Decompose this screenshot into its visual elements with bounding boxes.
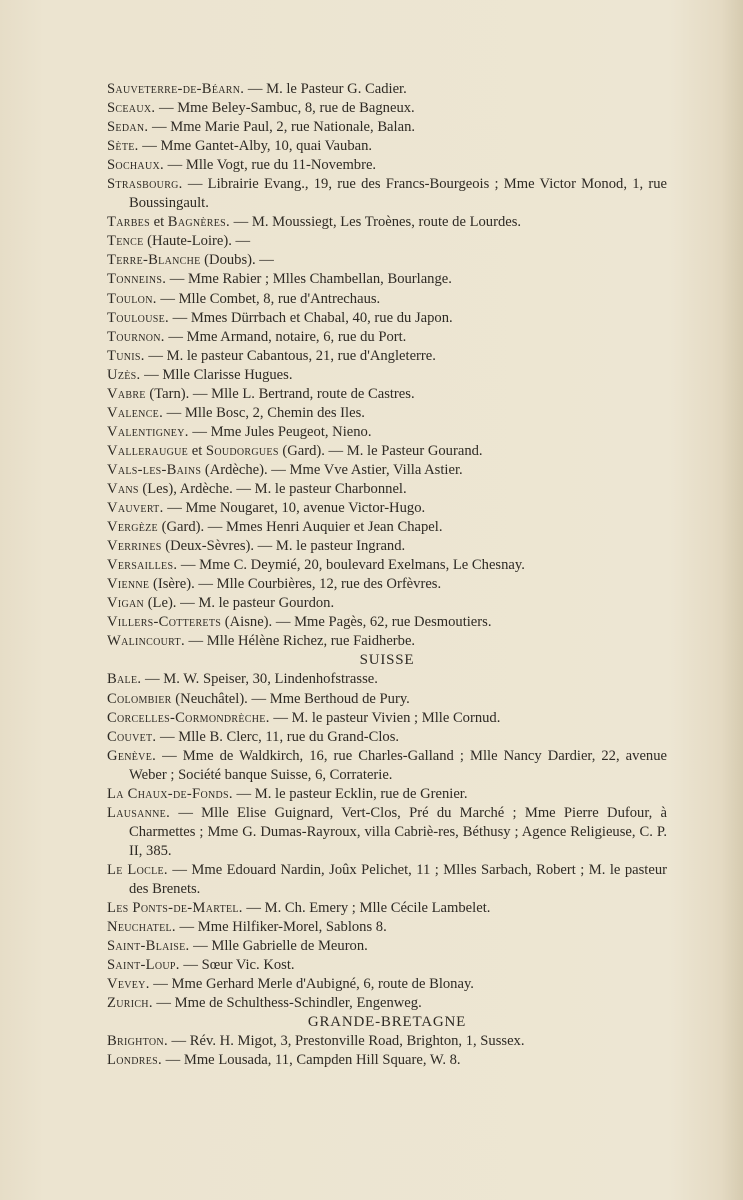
entry-place: La Chaux-de-Fonds. bbox=[107, 785, 233, 802]
directory-entry bbox=[107, 290, 667, 309]
entry-details: — Mme Beley-Sambuc, 8, rue de Bagneux. bbox=[155, 100, 415, 117]
entry-place: Bale. bbox=[107, 671, 142, 688]
directory-entry bbox=[107, 213, 667, 232]
directory-entry bbox=[107, 956, 667, 975]
directory-entry bbox=[107, 442, 667, 461]
entry-details: — Mme Armand, notaire, 6, rue du Port. bbox=[164, 328, 407, 345]
directory-entry bbox=[107, 461, 667, 480]
directory-entry bbox=[107, 137, 667, 156]
entry-place: Sochaux. bbox=[107, 157, 164, 174]
entry-details: — Mme Hilfiker-Morel, Sablons 8. bbox=[175, 919, 387, 936]
entry-place: Valleraugue bbox=[107, 442, 189, 459]
entry-place: Saint-Loup. bbox=[107, 957, 180, 974]
entry-details: — M. le pasteur Vivien ; Mlle Cornud. bbox=[269, 709, 501, 726]
directory-entry bbox=[107, 747, 667, 785]
entry-details: — Mme C. Deymié, 20, boulevard Exelmans, Le Chesnay. bbox=[177, 557, 525, 574]
entry-place: Uzès. bbox=[107, 366, 141, 383]
directory-column bbox=[107, 80, 667, 1070]
directory-entry bbox=[107, 270, 667, 289]
directory-entry bbox=[107, 861, 667, 899]
directory-entry bbox=[107, 423, 667, 442]
entry-details: — Mlle Hélène Richez, rue Faidherbe. bbox=[184, 633, 416, 650]
directory-entry bbox=[107, 518, 667, 537]
entry-place: Versailles. bbox=[107, 557, 178, 574]
entry-details: — Rév. H. Migot, 3, Prestonville Road, Brighton, 1, Sussex. bbox=[167, 1033, 525, 1050]
entry-details: — Mme Marie Paul, 2, rue Nationale, Balan. bbox=[148, 119, 416, 136]
entry-place: Valence. bbox=[107, 404, 164, 421]
entry-place: Valentigney. bbox=[107, 423, 189, 440]
entry-details: — Mme Jules Peugeot, Nieno. bbox=[188, 423, 372, 440]
directory-entry bbox=[107, 690, 667, 709]
entry-details: (Deux-Sèvres). — M. le pasteur Ingrand. bbox=[161, 538, 406, 555]
directory-entry bbox=[107, 366, 667, 385]
directory-entry bbox=[107, 575, 667, 594]
entry-place: Sedan. bbox=[107, 119, 149, 136]
entry-place: Villers-Cotterets bbox=[107, 614, 222, 631]
directory-entry bbox=[107, 670, 667, 689]
entry-details: et bbox=[149, 214, 168, 231]
entry-place: Les Ponts-de-Martel. bbox=[107, 900, 243, 917]
entry-place: Genève. bbox=[107, 747, 157, 764]
entry-details: — Mme de Waldkirch, 16, rue Charles-Galland ; Mlle Nancy Dardier, 22, avenue Weber ; Société banque Suisse, 6, Corraterie. bbox=[129, 747, 667, 783]
directory-entry bbox=[107, 728, 667, 747]
entry-place: Tonneins. bbox=[107, 271, 167, 288]
directory-entry bbox=[107, 99, 667, 118]
entry-place: Le Locle. bbox=[107, 861, 168, 878]
entry-place: Tournon. bbox=[107, 328, 165, 345]
directory-entry bbox=[107, 80, 667, 99]
entry-place: Vevey. bbox=[107, 976, 150, 993]
entry-place: Vauvert. bbox=[107, 500, 164, 517]
directory-entry bbox=[107, 385, 667, 404]
directory-entry bbox=[107, 785, 667, 804]
entry-place: Vans bbox=[107, 480, 139, 497]
directory-entry bbox=[107, 613, 667, 632]
directory-entry bbox=[107, 632, 667, 651]
entry-details: — Mlle Gabrielle de Meuron. bbox=[189, 938, 368, 955]
entry-details: — Mlle B. Clerc, 11, rue du Grand-Clos. bbox=[156, 728, 400, 745]
entry-details: (Doubs). — bbox=[200, 252, 274, 269]
entry-details: (Le). — M. le pasteur Gourdon. bbox=[144, 595, 335, 612]
entry-details: (Tarn). — Mlle L. Bertrand, route de Castres. bbox=[145, 385, 415, 402]
entry-details: — M. Moussiegt, Les Troènes, route de Lourdes. bbox=[230, 214, 522, 231]
entry-details: — Mlle Elise Guignard, Vert-Clos, Pré du Marché ; Mme Pierre Dufour, à Charmettes ; Mme G. Dumas-Rayroux, villa Cabriè-res, Béthusy ; Agence Religieuse, C. P. II, 385. bbox=[129, 804, 667, 859]
entry-place: Verrines bbox=[107, 538, 162, 555]
entry-details: (Gard). — Mmes Henri Auquier et Jean Chapel. bbox=[157, 519, 443, 536]
entry-details: (Isère). — Mlle Courbières, 12, rue des Orfèvres. bbox=[149, 576, 442, 593]
entry-details: — Mme Gantet-Alby, 10, quai Vauban. bbox=[138, 138, 373, 155]
entry-place: Bagnères. bbox=[167, 214, 230, 231]
entry-place: Couvet. bbox=[107, 728, 157, 745]
directory-entry bbox=[107, 994, 667, 1013]
entry-place: Walincourt. bbox=[107, 633, 185, 650]
entry-place: Toulouse. bbox=[107, 309, 169, 326]
directory-entry bbox=[107, 975, 667, 994]
entry-details: (Aisne). — Mme Pagès, 62, rue Desmoutiers. bbox=[221, 614, 492, 631]
entry-details: (Gard). — M. le Pasteur Gourand. bbox=[278, 442, 483, 459]
entry-details: — Librairie Evang., 19, rue des Francs-Bourgeois ; Mme Victor Monod, 1, rue Boussingault. bbox=[129, 176, 667, 212]
directory-entry bbox=[107, 937, 667, 956]
directory-entry bbox=[107, 232, 667, 251]
entry-details: — Mme Nougaret, 10, avenue Victor-Hugo. bbox=[163, 500, 426, 517]
directory-entry bbox=[107, 156, 667, 175]
directory-entry bbox=[107, 804, 667, 861]
directory-entry bbox=[107, 118, 667, 137]
directory-entry bbox=[107, 499, 667, 518]
entry-details: — Mlle Vogt, rue du 11-Novembre. bbox=[163, 157, 377, 174]
entry-details: — M. Ch. Emery ; Mlle Cécile Lambelet. bbox=[242, 900, 491, 917]
directory-entry bbox=[107, 404, 667, 423]
entry-details: (Neuchâtel). — Mme Berthoud de Pury. bbox=[171, 690, 410, 707]
entry-details: — M. le Pasteur G. Cadier. bbox=[244, 81, 407, 97]
entry-details: (Les), Ardèche. — M. le pasteur Charbonnel. bbox=[138, 480, 407, 497]
entry-place: Colombier bbox=[107, 690, 172, 707]
entry-place: Vienne bbox=[107, 576, 150, 593]
entry-details: — Mlle Clarisse Hugues. bbox=[140, 366, 293, 383]
directory-entry bbox=[107, 328, 667, 347]
entry-place: Brighton. bbox=[107, 1033, 168, 1050]
directory-entry bbox=[107, 1032, 667, 1051]
entry-details: — Mlle Combet, 8, rue d'Antrechaus. bbox=[156, 290, 381, 307]
directory-entry bbox=[107, 309, 667, 328]
entry-details: — M. le pasteur Cabantous, 21, rue d'Angleterre. bbox=[144, 347, 436, 364]
entry-place: Sceaux. bbox=[107, 100, 156, 117]
entry-details: et bbox=[188, 442, 206, 459]
entry-place: Sauveterre-de-Béarn. bbox=[107, 81, 245, 97]
entry-place: Strasbourg. bbox=[107, 176, 183, 193]
entry-place: Londres. bbox=[107, 1052, 162, 1069]
entry-details: (Haute-Loire). — bbox=[143, 233, 251, 250]
entry-place: Zurich. bbox=[107, 995, 153, 1012]
entry-place: Tence bbox=[107, 233, 144, 250]
entry-place: Toulon. bbox=[107, 290, 157, 307]
directory-entry bbox=[107, 899, 667, 918]
entry-place: Vergèze bbox=[107, 519, 158, 536]
entry-details: — Mme de Schulthess-Schindler, Engenweg. bbox=[152, 995, 422, 1012]
entry-details: (Ardèche). — Mme Vve Astier, Villa Astier. bbox=[201, 461, 463, 478]
directory-entry bbox=[107, 251, 667, 270]
section-heading: GRANDE-BRETAGNE bbox=[307, 1014, 467, 1031]
entry-details: — Sœur Vic. Kost. bbox=[179, 957, 295, 974]
entry-place: Saint-Blaise. bbox=[107, 938, 190, 955]
entry-place: Tunis. bbox=[107, 347, 145, 364]
entry-place: Corcelles-Cormondrèche. bbox=[107, 709, 270, 726]
entry-details: — Mmes Dürrbach et Chabal, 40, rue du Japon. bbox=[168, 309, 453, 326]
entry-place: Neuchatel. bbox=[107, 919, 176, 936]
directory-entry bbox=[107, 537, 667, 556]
entry-details: — Mme Edouard Nardin, Joûx Pelichet, 11 ; Mlles Sarbach, Robert ; M. le pasteur des Brenets. bbox=[129, 861, 667, 897]
directory-entry bbox=[107, 1051, 667, 1070]
entry-place: Sète. bbox=[107, 138, 139, 155]
entry-details: — M. le pasteur Ecklin, rue de Grenier. bbox=[232, 785, 468, 802]
entry-details: — Mlle Bosc, 2, Chemin des Iles. bbox=[163, 404, 365, 421]
entry-details: — Mme Rabier ; Mlles Chambellan, Bourlange. bbox=[166, 271, 452, 288]
entry-place: Vigan bbox=[107, 595, 145, 612]
directory-entry bbox=[107, 175, 667, 213]
directory-entry bbox=[107, 594, 667, 613]
directory-entry bbox=[107, 480, 667, 499]
entry-details: — Mme Lousada, 11, Campden Hill Square, W. 8. bbox=[161, 1052, 461, 1069]
section-heading: SUISSE bbox=[359, 652, 415, 669]
entry-place: Vals-les-Bains bbox=[107, 461, 202, 478]
entry-place: Lausanne. bbox=[107, 804, 171, 821]
entry-place: Tarbes bbox=[107, 214, 150, 231]
entry-details: — Mme Gerhard Merle d'Aubigné, 6, route de Blonay. bbox=[149, 976, 474, 993]
entry-details: — M. W. Speiser, 30, Lindenhofstrasse. bbox=[141, 671, 378, 688]
directory-entry bbox=[107, 709, 667, 728]
directory-entry bbox=[107, 918, 667, 937]
entry-place: Soudorgues bbox=[205, 442, 279, 459]
entry-place: Vabre bbox=[107, 385, 146, 402]
directory-entry bbox=[107, 556, 667, 575]
entry-place: Terre-Blanche bbox=[107, 252, 201, 269]
directory-entry bbox=[107, 347, 667, 366]
